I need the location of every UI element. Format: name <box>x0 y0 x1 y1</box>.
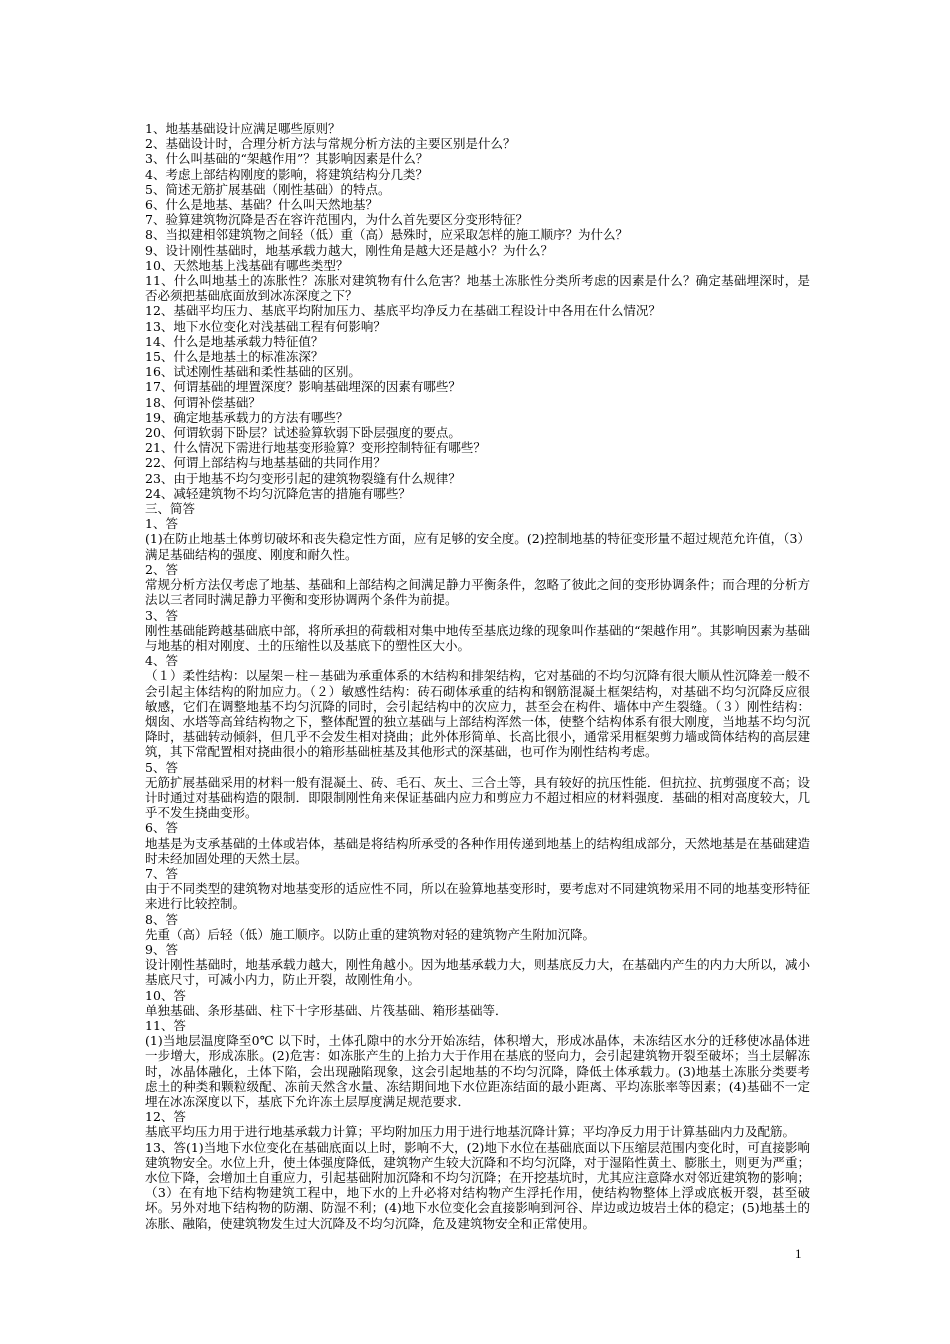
text-line: 常规分析方法仅考虑了地基、基础和上部结构之间满足静力平衡条件，忽略了彼此之间的变形协调条件；而合理的分析方法以三者同时满足静力平衡和变形协调两个条件为前提。 <box>145 577 810 608</box>
text-line: (1)在防止地基土体剪切破坏和丧失稳定性方面，应有足够的安全度。(2)控制地基的特征变形量不超过规范允许值，（3）满足基础结构的强度、刚度和耐久性。 <box>145 531 810 562</box>
text-line: 单独基础、条形基础、柱下十字形基础、片筏基础、箱形基础等． <box>145 1002 508 1018</box>
document-body <box>145 121 810 1231</box>
text-line: 先重（高）后轻（低）施工顺序。以防止重的建筑物对轻的建筑物产生附加沉降。 <box>145 926 596 942</box>
text-line: 14、什么是地基承载力特征值？ <box>145 333 324 349</box>
text-line: 1、地基基础设计应满足哪些原则？ <box>145 121 341 136</box>
text-line: 7、验算建筑物沉降是否在容许范围内，为什么首先要区分变形特征？ <box>145 212 528 228</box>
text-line: 无筋扩展基础采用的材料一般有混凝土、砖、毛石、灰土、三合土等，具有较好的抗压性能．但抗拉、抗剪强度不高；设计时通过对基础构造的限制．即限制刚性角来保证基础内应力和剪应力不超过相应的材料强度．基础的相对高度较大，几乎不发生挠曲变形。 <box>145 774 810 821</box>
text-line: 16、试述刚性基础和柔性基础的区别。 <box>145 364 361 380</box>
text-line: 6、答 <box>145 820 178 836</box>
text-line: 3、什么叫基础的“架越作用”？其影响因素是什么？ <box>145 151 429 167</box>
text-line: 13、答(1)当地下水位变化在基础底面以上时，影响不大，(2)地下水位在基础底面以下压缩层范围内变化时，可直接影响建筑物安全。水位上升，使土体强度降低，建筑物产生较大沉降和不均匀沉降，对于湿陷性黄土、膨胀土，则更为严重；水位下降，会增加土自重应力，引起基础附加沉降和不均匀沉降；在开挖基坑时，尤其应注意降水对邻近建筑物的影响；（3）在有地下结构物建筑工程中，地下水的上升必将对结构物产生浮托作用，使结构物整体上浮或底板开裂，甚至破坏。另外对地下结构物的防潮、防湿不利；(4)地下水位变化会直接影响到河谷、岸边或边坡岩土体的稳定；(5)地基土的冻胀、融陷，使建筑物发生过大沉降及不均匀沉降，危及建筑物安全和正常使用。 <box>145 1139 810 1231</box>
text-line: 6、什么是地基、基础？什么叫天然地基？ <box>145 197 378 213</box>
text-line: 18、何谓补偿基础？ <box>145 394 261 410</box>
text-line: 12、答 <box>145 1109 186 1125</box>
text-line: 10、答 <box>145 987 186 1003</box>
text-line: 9、答 <box>145 941 178 957</box>
text-line: 2、答 <box>145 561 178 577</box>
text-line: 8、当拟建相邻建筑物之间轻（低）重（高）悬殊时，应采取怎样的施工顺序？为什么？ <box>145 227 628 243</box>
text-line: 17、何谓基础的埋置深度？影响基础埋深的因素有哪些？ <box>145 379 461 395</box>
text-line: 23、由于地基不均匀变形引起的建筑物裂缝有什么规律？ <box>145 470 461 486</box>
text-line: 13、地下水位变化对浅基础工程有何影响？ <box>145 318 386 334</box>
text-line: 12、基础平均压力、基底平均附加压力、基底平均净反力在基础工程设计中各用在什么情况？ <box>145 303 661 319</box>
text-line: 三、简答 <box>145 501 196 517</box>
text-line: 刚性基础能跨越基础底中部，将所承担的荷载相对集中地传至基底边缘的现象叫作基础的“架越作用”。其影响因素为基础与地基的相对刚度、土的压缩性以及基底下的塑性区大小。 <box>145 622 810 653</box>
text-line: 8、答 <box>145 911 178 927</box>
text-line: 5、答 <box>145 759 178 775</box>
text-line: 11、什么叫地基土的冻胀性？冻胀对建筑物有什么危害？地基土冻胀性分类所考虑的因素是什么？确定基础埋深时，是否必须把基础底面放到冰冻深度之下？ <box>145 273 810 304</box>
text-line: 11、答 <box>145 1017 186 1033</box>
text-line: 15、什么是地基土的标准冻深？ <box>145 349 324 365</box>
text-line: 1、答 <box>145 516 178 532</box>
text-line: 21、什么情况下需进行地基变形验算？变形控制特征有哪些？ <box>145 440 486 456</box>
text-line: (1)当地层温度降至0℃ 以下时，土体孔隙中的水分开始冻结，体积增大，形成冰晶体，未冻结区水分的迁移使冰晶体进一步增大，形成冻胀。(2)危害：如冻胀产生的上抬力大于作用在基底的竖向力，会引起建筑物开裂至破坏；当土层解冻时，冰晶体融化，土体下陷，会出现融陷现象，这会引起地基的不均匀沉降，降低土体承载力。(3)地基土冻胀分类要考虑土的种类和颗粒级配、冻前天然含水量、冻结期间地下水位距冻结面的最小距离、平均冻胀率等因素；(4)基础不一定埋在冰冻深度以下，基底下允许冻土层厚度满足规范要求． <box>145 1033 810 1109</box>
text-line: 22、何谓上部结构与地基基础的共同作用？ <box>145 455 386 471</box>
text-line: 19、确定地基承载力的方法有哪些？ <box>145 409 349 425</box>
text-line: 7、答 <box>145 865 178 881</box>
text-line: 基底平均压力用于进行地基承载力计算；平均附加压力用于进行地基沉降计算；平均净反力用于计算基础内力及配筋。 <box>145 1124 796 1140</box>
text-line: 由于不同类型的建筑物对地基变形的适应性不同，所以在验算地基变形时，要考虑对不同建筑物采用不同的地基变形特征来进行比较控制。 <box>145 881 810 912</box>
text-line: 24、减轻建筑物不均匀沉降危害的措施有哪些？ <box>145 485 411 501</box>
text-line: 2、基础设计时，合理分析方法与常规分析方法的主要区别是什么？ <box>145 136 516 152</box>
text-line: 地基是为支承基础的土体或岩体，基础是将结构所承受的各种作用传递到地基上的结构组成部分，天然地基是在基础建造时未经加固处理的天然土层。 <box>145 835 810 866</box>
text-line: 5、简述无筋扩展基础（刚性基础）的特点。 <box>145 181 391 197</box>
text-line: 9、设计刚性基础时，地基承载力越大，刚性角是越大还是越小？为什么？ <box>145 242 553 258</box>
page-number: 1 <box>795 1246 802 1261</box>
text-line: 设计刚性基础时，地基承载力越大，刚性角越小。因为地基承载力大，则基底反力大，在基础内产生的内力大所以，减小基底尺寸，可减小内力，防止开裂，故刚性角小。 <box>145 957 810 988</box>
text-line: （１）柔性结构：以屋架－柱－基础为承重体系的木结构和排架结构，它对基础的不均匀沉降有很大顺从性沉降差一般不会引起主体结构的附加应力。（２）敏感性结构：砖石砌体承重的结构和钢筋混凝土框架结构，对基础不均匀沉降反应很敏感，它们在调整地基不均匀沉降的同时，会引起结构中的次应力，甚至会在构件、墙体中产生裂缝。（３）刚性结构：烟囱、水塔等高耸结构物之下，整体配置的独立基础与上部结构浑然一体，使整个结构体系有很大刚度，当地基不均匀沉降时，基础转动倾斜，但几乎不会发生相对挠曲；此外体形简单、长高比很小，通常采用框架剪力墙或筒体结构的高层建筑，其下常配置相对挠曲很小的箱形基础桩基及其他形式的深基础，也可作为刚性结构考虑。 <box>145 668 810 760</box>
text-line: 20、何谓软弱下卧层？试述验算软弱下卧层强度的要点。 <box>145 425 461 441</box>
text-line: 10、天然地基上浅基础有哪些类型？ <box>145 257 349 273</box>
text-line: 3、答 <box>145 607 178 623</box>
text-line: 4、答 <box>145 653 178 669</box>
text-line: 4、考虑上部结构刚度的影响，将建筑结构分几类？ <box>145 166 428 182</box>
